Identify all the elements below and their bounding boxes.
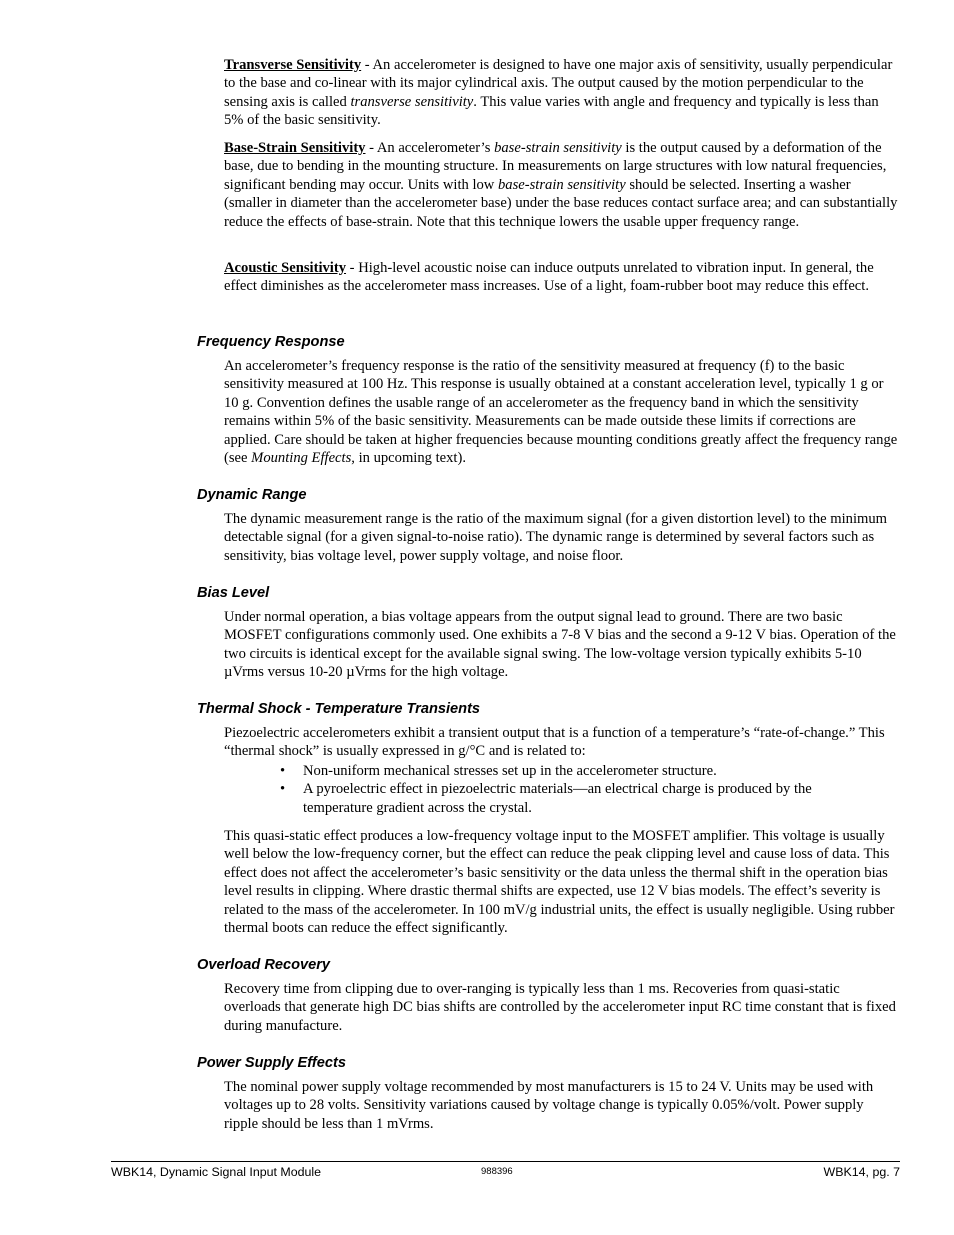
term-base-strain-sensitivity: Base-Strain Sensitivity bbox=[224, 140, 366, 156]
heading-overload-recovery: Overload Recovery bbox=[197, 957, 331, 973]
paragraph-transverse-sensitivity bbox=[224, 56, 900, 130]
emphasis-text: base-strain sensitivity bbox=[498, 176, 626, 193]
heading-power-supply-effects: Power Supply Effects bbox=[197, 1055, 346, 1071]
text-span: , in upcoming text). bbox=[351, 450, 466, 467]
paragraph-frequency-response bbox=[224, 357, 900, 467]
paragraph-bias-level: Under normal operation, a bias voltage appears from the output signal lead to ground. There are two basic MOSFET configurations commonly used. One exhibits a 7-8 V bias and the second a 9-12 V bias. Operation of the two circuits is identical except for the available signal swing. The low-voltage version typically exhibits 5-10 µVrms versus 10-20 µVrms for the high voltage. bbox=[224, 609, 896, 681]
paragraph-power-supply-effects: The nominal power supply voltage recommended by most manufacturers is 15 to 24 V. Units may be used with voltages up to 28 volts. Sensitivity variations caused by voltage change is typically 0.05%/volt. Power supply ripple should be less than 1 mVrms. bbox=[224, 1079, 874, 1132]
paragraph-thermal-shock-detail: This quasi-static effect produces a low-frequency voltage input to the MOSFET amplifier. This voltage is usually well below the low-frequency corner, but the effect can reduce the peak clipping level and cause loss of data. This effect does not affect the accelerometer’s basic sensitivity or the data unless the thermal shift in the operation bias level results in clipping. Where drastic thermal shifts are expected, use 12 V bias models. The effect’s severity is related to the mass of the accelerometer. In 100 mV/g industrial units, the effect is usually negligible. Using rubber thermal boots can reduce the effect significantly. bbox=[224, 828, 895, 937]
term-acoustic-sensitivity: Acoustic Sensitivity bbox=[224, 260, 347, 276]
footer-document-title: WBK14, Dynamic Signal Input Module bbox=[111, 1165, 322, 1179]
text-span: - High-level acoustic noise can induce outputs unrelated to vibration input. In general, the effect diminishes as the accelerometer mass increases. Use of a light, foam-rubber boot may reduce this effect. bbox=[224, 260, 874, 295]
list-item-text: Non-uniform mechanical stresses set up in the accelerometer structure. bbox=[303, 763, 717, 779]
text-span: An accelerometer’s frequency response is the ratio of the sensitivity measured at frequency (f) to the basic sensitivity measured at 100 Hz. This response is usually obtained at a constant acceleration level, typically 1 g or 10 g. Convention defines the usable range of an accelerometer as the frequency band in which the sensitivity remains within 5% of the basic sensitivity. Measurements can be made outside these limits if corrections are applied. Care should be taken at higher frequencies because mounting conditions greatly affect the frequency range (see bbox=[224, 358, 898, 467]
heading-dynamic-range: Dynamic Range bbox=[197, 487, 307, 503]
heading-bias-level: Bias Level bbox=[197, 585, 270, 601]
bullet-icon: • bbox=[280, 763, 286, 779]
text-span: - An accelerometer is designed to have one major axis of sensitivity, usually perpendicular to the base and co-linear with its major cylindrical axis. The output caused by the motion perpendicular to the sensing axis is called bbox=[224, 57, 893, 110]
bullet-list bbox=[280, 762, 880, 817]
list-item bbox=[280, 762, 880, 780]
bullet-icon: • bbox=[280, 781, 286, 798]
paragraph-overload-recovery: Recovery time from clipping due to over-ranging is typically less than 1 ms. Recoveries from quasi-static overloads that generate high DC bias shifts are controlled by the accelerometer input RC time constant that is fixed during manufacture. bbox=[224, 981, 896, 1034]
emphasis-text: Mounting Effects bbox=[251, 450, 352, 467]
text-span: - An accelerometer’s bbox=[365, 140, 495, 156]
footer-divider bbox=[111, 1161, 900, 1162]
paragraph-base-strain-sensitivity bbox=[224, 139, 900, 231]
list-item-text: A pyroelectric effect in piezoelectric materials—an electrical charge is produced by the temperature gradient across the crystal. bbox=[303, 781, 812, 816]
footer-page-number: WBK14, pg. 7 bbox=[823, 1165, 900, 1179]
emphasis-text: transverse sensitivity bbox=[350, 93, 474, 110]
term-transverse-sensitivity: Transverse Sensitivity bbox=[224, 57, 362, 73]
footer-document-number: 988396 bbox=[481, 1166, 513, 1177]
heading-frequency-response: Frequency Response bbox=[197, 334, 345, 350]
paragraph-dynamic-range: The dynamic measurement range is the ratio of the maximum signal (for a given distortion level) to the minimum detectable signal (for a given signal-to-noise ratio). The dynamic range is determined by several factors such as sensitivity, bias voltage level, power supply voltage, and noise floor. bbox=[224, 511, 888, 564]
list-item bbox=[280, 780, 880, 817]
text-span: is the output caused by a deformation of the base, due to bending in the mounting structure. In measurements on large structures with low natural frequencies, significant bending may occur. Units with low bbox=[224, 140, 887, 193]
paragraph-acoustic-sensitivity bbox=[224, 259, 900, 296]
emphasis-text: base-strain sensitivity bbox=[494, 140, 622, 156]
heading-thermal-shock: Thermal Shock - Temperature Transients bbox=[197, 701, 481, 717]
text-span: should be selected. Inserting a washer (smaller in diameter than the accelerometer base) under the base reduces contact surface area; and can substantially reduce the effects of base-strain. Note that this technique lowers the usable upper frequency range. bbox=[224, 176, 898, 230]
text-span: . This value varies with angle and frequency and typically is less than 5% of the basic sensitivity. bbox=[224, 93, 879, 129]
paragraph-thermal-shock-intro: Piezoelectric accelerometers exhibit a transient output that is a function of a temperature’s “rate-of-change.” This “thermal shock” is usually expressed in g/°C and is related to: bbox=[224, 725, 885, 760]
